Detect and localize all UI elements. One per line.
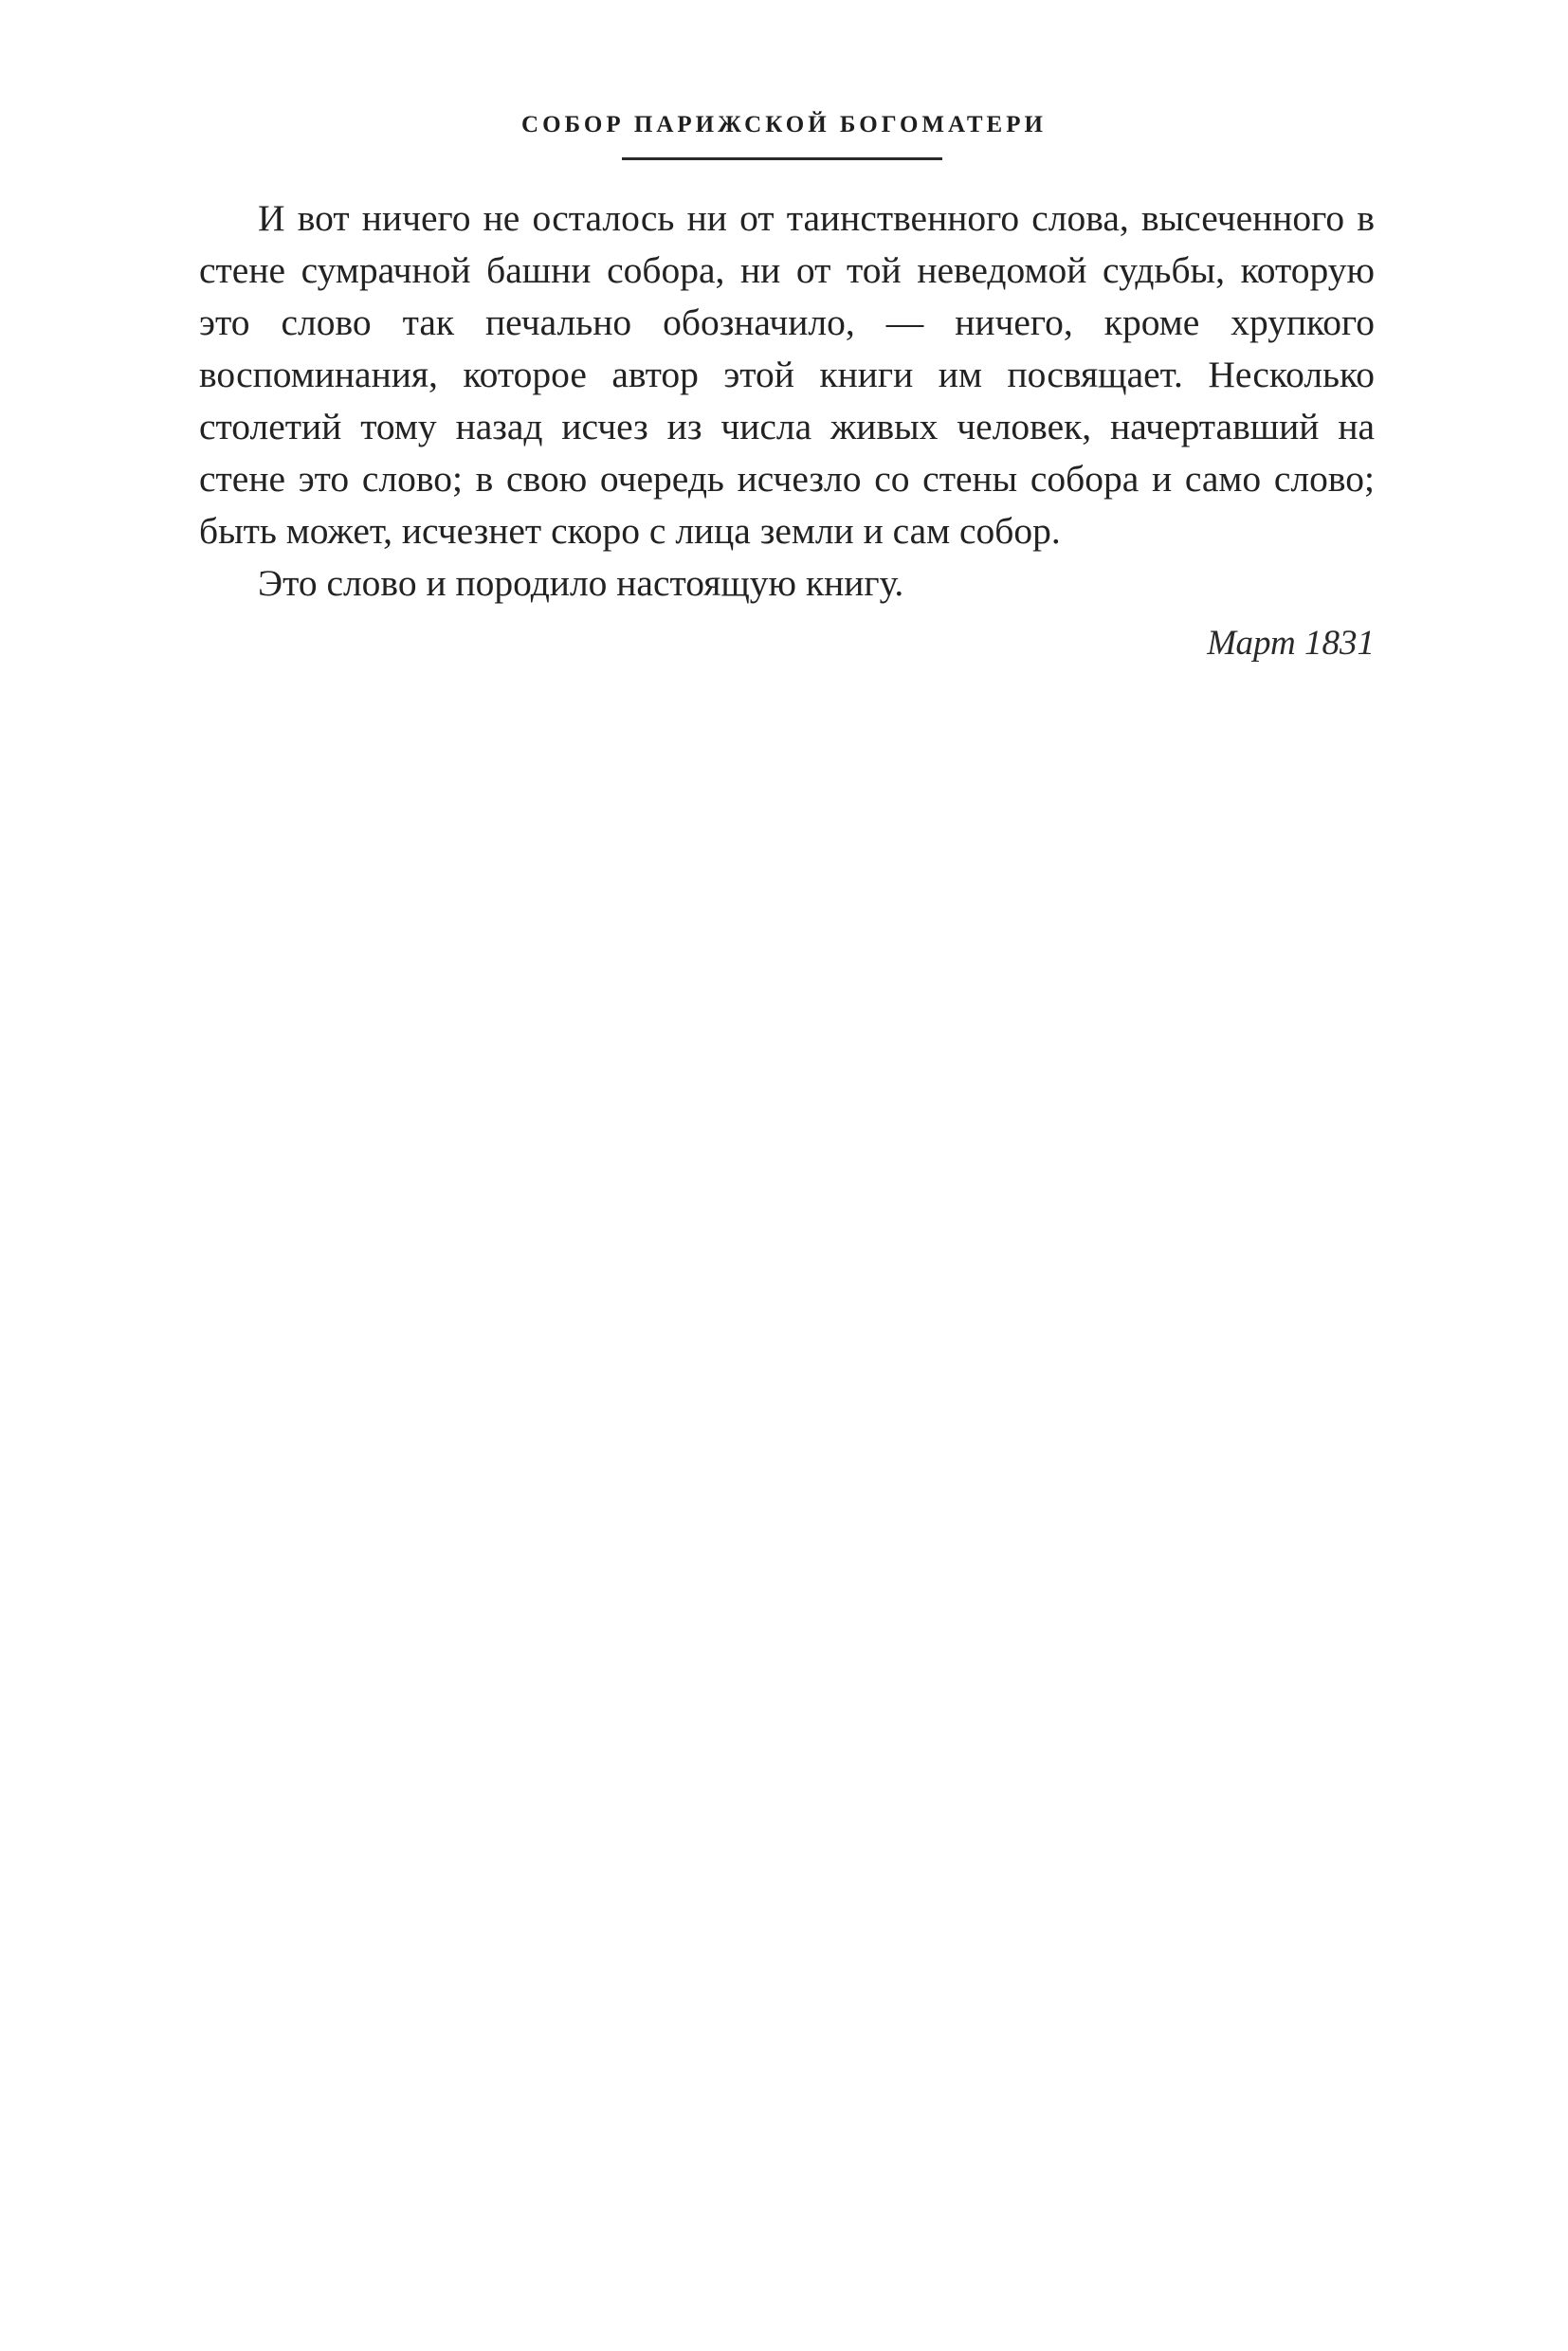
paragraph-1: И вот ничего не осталось ни от таинственного слова, высеченного в стене сумрачной башни собора, ни от той неведомой судьбы, которую это слово так печально обозначило, — ничего, кроме хрупкого воспоминания, которое автор этой книги им посвящает. Несколько столетий тому назад исчез из числа живых человек, начертавший на стене это слово; в свою очередь исчезло со стены собора и само слово; быть может, исчезнет скоро с лица земли и сам собор. <box>199 197 1375 552</box>
paragraph-2: Это слово и породило настоящую книгу. <box>258 562 904 604</box>
date-signature: Март 1831 <box>1207 624 1375 663</box>
text-block <box>199 192 1375 669</box>
running-header: СОБОР ПАРИЖСКОЙ БОГОМАТЕРИ <box>521 112 1047 137</box>
header-rule <box>622 157 942 160</box>
